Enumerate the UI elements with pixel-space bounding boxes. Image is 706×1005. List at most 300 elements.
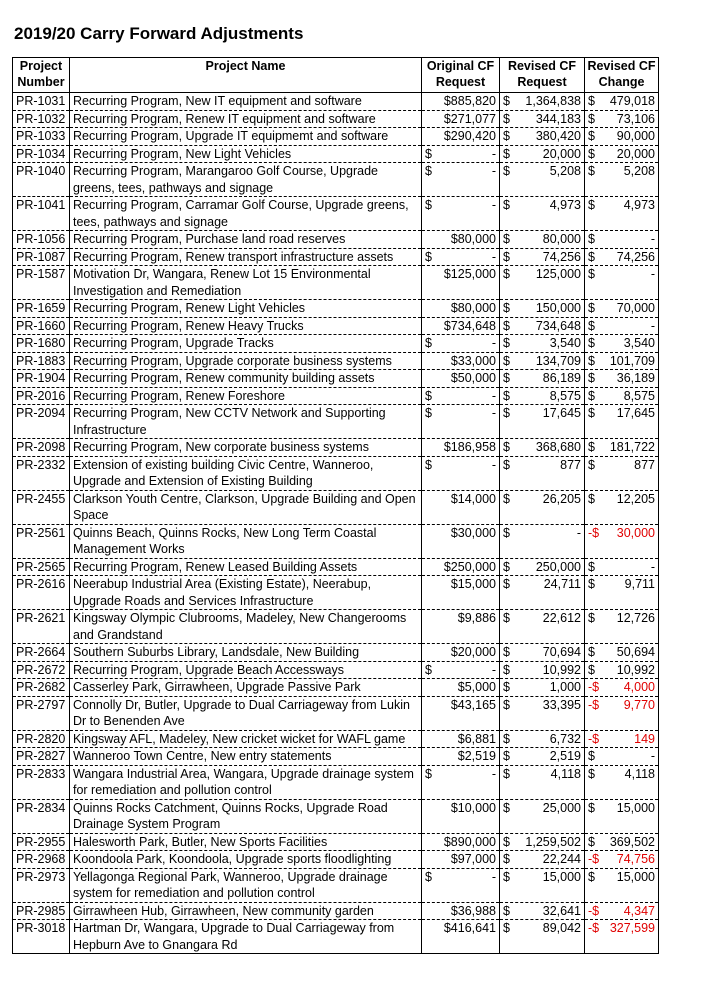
project-number-cell bbox=[13, 902, 70, 920]
project-name: Wangara Industrial Area, Wangara, Upgrade drainage system for remediation and pollution control bbox=[73, 766, 414, 797]
project-name-cell bbox=[70, 300, 422, 318]
currency-symbol: $ bbox=[588, 766, 595, 781]
currency-symbol: $ bbox=[503, 318, 510, 333]
amount: 70,000 bbox=[616, 301, 655, 315]
project-name-cell bbox=[70, 730, 422, 748]
original-cf-cell bbox=[422, 317, 500, 335]
project-number-cell bbox=[13, 93, 70, 111]
change-cell bbox=[585, 300, 659, 318]
project-number: PR-2682 bbox=[16, 680, 66, 694]
original-cf-cell-value: $97,000 bbox=[450, 852, 496, 866]
project-number: PR-1031 bbox=[16, 94, 66, 108]
amount: 3,540 bbox=[549, 336, 581, 350]
project-name: Recurring Program, Renew Heavy Trucks bbox=[73, 318, 304, 333]
amount: 4,973 bbox=[549, 198, 581, 212]
table-row bbox=[13, 163, 659, 197]
project-number-cell bbox=[13, 387, 70, 405]
currency-symbol: -$ bbox=[588, 697, 600, 712]
project-name-cell bbox=[70, 317, 422, 335]
table-row bbox=[13, 110, 659, 128]
project-name-cell bbox=[70, 163, 422, 197]
original-cf-cell-value: $80,000 bbox=[450, 301, 496, 315]
project-name-cell bbox=[70, 920, 422, 954]
table-row bbox=[13, 352, 659, 370]
amount: 12,726 bbox=[616, 611, 655, 625]
project-name: Recurring Program, New CCTV Network and Supporting Infrastructure bbox=[73, 406, 386, 437]
currency-symbol: -$ bbox=[588, 903, 600, 918]
change-cell bbox=[585, 387, 659, 405]
original-cf-cell-value: $125,000 bbox=[443, 267, 496, 281]
amount: 25,000 bbox=[542, 800, 581, 815]
project-number-cell bbox=[13, 558, 70, 576]
change-cell-value bbox=[588, 405, 655, 422]
original-cf-cell bbox=[422, 576, 500, 610]
change-cell bbox=[585, 128, 659, 146]
change-cell bbox=[585, 248, 659, 266]
revised-cf-cell-value bbox=[503, 93, 581, 110]
original-cf-cell bbox=[422, 456, 500, 490]
currency-symbol: $ bbox=[503, 301, 510, 315]
original-cf-cell-value: $734,648 bbox=[443, 318, 496, 333]
project-number-cell bbox=[13, 405, 70, 439]
amount: 15,000 bbox=[616, 869, 655, 884]
currency-symbol: $ bbox=[503, 388, 510, 403]
table-row bbox=[13, 145, 659, 163]
amount: 30,000 bbox=[616, 525, 655, 540]
change-cell-value bbox=[588, 128, 655, 145]
currency-symbol: $ bbox=[503, 559, 510, 574]
project-name: Recurring Program, Renew IT equipment and software bbox=[73, 111, 376, 126]
project-number: PR-2565 bbox=[16, 559, 66, 574]
original-cf-cell-value: $416,641 bbox=[443, 921, 496, 935]
currency-symbol: $ bbox=[425, 146, 432, 161]
change-cell-value bbox=[588, 766, 655, 783]
currency-symbol: $ bbox=[503, 749, 510, 763]
currency-symbol: -$ bbox=[588, 525, 600, 540]
original-cf-cell-value bbox=[425, 335, 496, 352]
project-name: Motivation Dr, Wangara, Renew Lot 15 Environmental Investigation and Remediation bbox=[73, 267, 371, 298]
revised-cf-cell bbox=[500, 110, 585, 128]
currency-symbol: $ bbox=[588, 645, 595, 659]
original-cf-cell-value bbox=[425, 146, 496, 163]
original-cf-cell bbox=[422, 266, 500, 300]
currency-symbol: $ bbox=[503, 680, 510, 694]
amount: 9,770 bbox=[623, 697, 655, 712]
amount: 1,364,838 bbox=[525, 94, 581, 108]
amount: - bbox=[491, 406, 496, 420]
change-cell-value bbox=[588, 146, 655, 163]
amount: 17,645 bbox=[616, 406, 655, 420]
table-row bbox=[13, 833, 659, 851]
project-number: PR-2016 bbox=[16, 388, 66, 403]
amount: - bbox=[491, 662, 496, 677]
amount: - bbox=[491, 146, 496, 161]
amount: 380,420 bbox=[535, 129, 581, 143]
revised-cf-cell-value bbox=[503, 644, 581, 661]
amount: 101,709 bbox=[609, 353, 655, 368]
amount: 327,599 bbox=[609, 921, 655, 935]
table-body bbox=[13, 93, 659, 954]
amount: 12,205 bbox=[616, 491, 655, 506]
project-number: PR-1660 bbox=[16, 318, 66, 333]
currency-symbol: $ bbox=[503, 852, 510, 866]
project-name: Southern Suburbs Library, Landsdale, New Building bbox=[73, 645, 360, 659]
project-name: Halesworth Park, Butler, New Sports Facilities bbox=[73, 834, 328, 849]
project-number-cell bbox=[13, 335, 70, 353]
amount: 250,000 bbox=[535, 559, 581, 574]
currency-symbol: $ bbox=[503, 129, 510, 143]
revised-cf-cell-value bbox=[503, 559, 581, 576]
project-number-cell bbox=[13, 128, 70, 146]
currency-symbol: $ bbox=[503, 491, 510, 506]
project-name-cell bbox=[70, 576, 422, 610]
revised-cf-cell-value bbox=[503, 903, 581, 920]
revised-cf-cell bbox=[500, 490, 585, 524]
revised-cf-cell bbox=[500, 661, 585, 679]
currency-symbol: $ bbox=[503, 198, 510, 212]
currency-symbol: $ bbox=[503, 336, 510, 350]
currency-symbol: $ bbox=[503, 921, 510, 935]
project-number-cell bbox=[13, 352, 70, 370]
revised-cf-cell-value bbox=[503, 231, 581, 248]
change-cell-value bbox=[588, 851, 655, 868]
change-cell bbox=[585, 231, 659, 249]
amount: - bbox=[491, 766, 496, 781]
table-row bbox=[13, 799, 659, 833]
change-cell-value bbox=[588, 266, 655, 283]
project-name: Recurring Program, Renew Leased Building Assets bbox=[73, 559, 358, 574]
currency-symbol: $ bbox=[588, 318, 595, 333]
original-cf-cell bbox=[422, 405, 500, 439]
original-cf-cell bbox=[422, 128, 500, 146]
header-project-name-text: Project Name bbox=[205, 59, 286, 73]
project-number-cell bbox=[13, 490, 70, 524]
revised-cf-cell-value bbox=[503, 800, 581, 817]
table-row bbox=[13, 266, 659, 300]
project-number-cell bbox=[13, 833, 70, 851]
project-name-cell bbox=[70, 335, 422, 353]
currency-symbol: $ bbox=[503, 94, 510, 108]
change-cell bbox=[585, 851, 659, 869]
project-name-cell bbox=[70, 352, 422, 370]
project-name-cell bbox=[70, 266, 422, 300]
change-cell-value bbox=[588, 800, 655, 817]
revised-cf-cell-value bbox=[503, 318, 581, 335]
project-name-cell bbox=[70, 370, 422, 388]
original-cf-cell bbox=[422, 110, 500, 128]
original-cf-cell bbox=[422, 902, 500, 920]
table-row bbox=[13, 765, 659, 799]
project-name: Wanneroo Town Centre, New entry statements bbox=[73, 749, 332, 763]
table-row bbox=[13, 661, 659, 679]
revised-cf-cell bbox=[500, 730, 585, 748]
project-number-cell bbox=[13, 110, 70, 128]
original-cf-cell-value bbox=[425, 163, 496, 180]
project-number: PR-2098 bbox=[16, 440, 66, 454]
revised-cf-cell bbox=[500, 387, 585, 405]
revised-cf-cell bbox=[500, 439, 585, 457]
change-cell bbox=[585, 661, 659, 679]
table-row bbox=[13, 439, 659, 457]
amount: 26,205 bbox=[542, 491, 581, 506]
revised-cf-cell-value bbox=[503, 731, 581, 748]
table-row bbox=[13, 490, 659, 524]
project-number: PR-2834 bbox=[16, 800, 66, 815]
revised-cf-cell-value bbox=[503, 851, 581, 868]
currency-symbol: $ bbox=[425, 336, 432, 350]
currency-symbol: $ bbox=[503, 697, 510, 712]
project-name-cell bbox=[70, 765, 422, 799]
amount: 4,347 bbox=[623, 903, 655, 918]
change-cell bbox=[585, 439, 659, 457]
change-cell-value bbox=[588, 491, 655, 508]
amount: 86,189 bbox=[542, 371, 581, 385]
currency-symbol: $ bbox=[588, 198, 595, 212]
project-name: Recurring Program, Purchase land road reserves bbox=[73, 232, 346, 246]
amount: - bbox=[576, 525, 581, 540]
project-number-cell bbox=[13, 163, 70, 197]
project-number-cell bbox=[13, 266, 70, 300]
amount: 8,575 bbox=[549, 388, 581, 403]
table-row bbox=[13, 128, 659, 146]
project-number-cell bbox=[13, 920, 70, 954]
revised-cf-cell-value bbox=[503, 576, 581, 593]
table-row bbox=[13, 730, 659, 748]
project-name: Kingsway AFL, Madeley, New cricket wicket for WAFL game bbox=[73, 731, 406, 746]
project-name-cell bbox=[70, 387, 422, 405]
project-number: PR-2985 bbox=[16, 903, 66, 918]
change-cell-value bbox=[588, 197, 655, 214]
original-cf-cell-value: $15,000 bbox=[450, 577, 496, 591]
project-name: Recurring Program, Upgrade Tracks bbox=[73, 336, 274, 350]
amount: 1,259,502 bbox=[525, 834, 581, 849]
project-name-cell bbox=[70, 128, 422, 146]
revised-cf-cell bbox=[500, 163, 585, 197]
currency-symbol: $ bbox=[503, 611, 510, 625]
original-cf-cell bbox=[422, 352, 500, 370]
original-cf-cell bbox=[422, 696, 500, 730]
change-cell-value bbox=[588, 834, 655, 851]
currency-symbol: $ bbox=[503, 371, 510, 385]
project-name: Clarkson Youth Centre, Clarkson, Upgrade Building and Open Space bbox=[73, 491, 416, 522]
project-name: Recurring Program, Renew Foreshore bbox=[73, 388, 285, 403]
revised-cf-cell-value bbox=[503, 491, 581, 508]
project-number: PR-1883 bbox=[16, 353, 66, 368]
table-header-row bbox=[13, 58, 659, 93]
revised-cf-cell-value bbox=[503, 197, 581, 214]
currency-symbol: $ bbox=[425, 249, 432, 264]
currency-symbol: $ bbox=[588, 94, 595, 108]
currency-symbol: $ bbox=[503, 353, 510, 368]
project-name: Recurring Program, Upgrade IT equipmemt and software bbox=[73, 129, 389, 143]
project-number: PR-2616 bbox=[16, 577, 66, 591]
project-number: PR-2797 bbox=[16, 697, 66, 712]
revised-cf-cell bbox=[500, 335, 585, 353]
project-name: Recurring Program, Renew Light Vehicles bbox=[73, 301, 306, 315]
table-row bbox=[13, 370, 659, 388]
currency-symbol: -$ bbox=[588, 680, 600, 694]
project-name: Kingsway Olympic Clubrooms, Madeley, New Changerooms and Grandstand bbox=[73, 611, 407, 642]
change-cell-value bbox=[588, 249, 655, 266]
change-cell bbox=[585, 317, 659, 335]
currency-symbol: $ bbox=[503, 267, 510, 281]
original-cf-cell bbox=[422, 439, 500, 457]
amount: 134,709 bbox=[535, 353, 581, 368]
currency-symbol: $ bbox=[425, 662, 432, 677]
currency-symbol: $ bbox=[588, 232, 595, 246]
currency-symbol: $ bbox=[425, 457, 432, 472]
project-name-cell bbox=[70, 248, 422, 266]
revised-cf-cell bbox=[500, 145, 585, 163]
project-name: Recurring Program, New corporate business systems bbox=[73, 440, 369, 454]
currency-symbol: $ bbox=[588, 577, 595, 591]
project-number: PR-2672 bbox=[16, 662, 66, 677]
amount: 734,648 bbox=[535, 318, 581, 333]
original-cf-cell-value: $5,000 bbox=[457, 680, 496, 694]
amount: 10,992 bbox=[542, 662, 581, 677]
revised-cf-cell bbox=[500, 352, 585, 370]
change-cell bbox=[585, 576, 659, 610]
amount: - bbox=[650, 318, 655, 333]
currency-symbol: $ bbox=[588, 491, 595, 506]
currency-symbol: $ bbox=[503, 903, 510, 918]
original-cf-cell-value: $290,420 bbox=[443, 129, 496, 143]
project-number: PR-1904 bbox=[16, 371, 66, 385]
change-cell bbox=[585, 370, 659, 388]
currency-symbol: $ bbox=[503, 645, 510, 659]
amount: 20,000 bbox=[616, 146, 655, 161]
change-cell-value bbox=[588, 353, 655, 370]
original-cf-cell-value bbox=[425, 662, 496, 679]
currency-symbol: $ bbox=[503, 232, 510, 246]
project-number: PR-1087 bbox=[16, 249, 66, 264]
currency-symbol: -$ bbox=[588, 731, 600, 746]
change-cell bbox=[585, 644, 659, 662]
revised-cf-cell bbox=[500, 524, 585, 558]
table-row bbox=[13, 387, 659, 405]
project-number: PR-2332 bbox=[16, 457, 66, 472]
amount: 15,000 bbox=[542, 869, 581, 884]
currency-symbol: $ bbox=[503, 800, 510, 815]
original-cf-cell-value: $20,000 bbox=[450, 645, 496, 659]
original-cf-cell bbox=[422, 920, 500, 954]
original-cf-cell-value bbox=[425, 197, 496, 214]
change-cell bbox=[585, 93, 659, 111]
project-name: Quinns Rocks Catchment, Quinns Rocks, Upgrade Road Drainage System Program bbox=[73, 800, 388, 831]
project-name-cell bbox=[70, 405, 422, 439]
amount: 877 bbox=[560, 457, 581, 472]
change-cell-value bbox=[588, 93, 655, 110]
amount: 149 bbox=[634, 731, 655, 746]
original-cf-cell bbox=[422, 300, 500, 318]
currency-symbol: $ bbox=[588, 111, 595, 126]
revised-cf-cell bbox=[500, 405, 585, 439]
original-cf-cell-value: $271,077 bbox=[443, 111, 496, 126]
revised-cf-cell bbox=[500, 300, 585, 318]
currency-symbol: $ bbox=[503, 457, 510, 472]
project-name-cell bbox=[70, 490, 422, 524]
amount: - bbox=[491, 198, 496, 212]
amount: - bbox=[491, 388, 496, 403]
amount: 10,992 bbox=[616, 662, 655, 677]
amount: - bbox=[650, 749, 655, 763]
project-number: PR-2094 bbox=[16, 406, 66, 420]
header-original-line2: Request bbox=[435, 75, 486, 89]
amount: - bbox=[650, 267, 655, 281]
project-number: PR-1587 bbox=[16, 267, 66, 281]
project-number-cell bbox=[13, 317, 70, 335]
original-cf-cell bbox=[422, 335, 500, 353]
currency-symbol: $ bbox=[425, 198, 432, 212]
currency-symbol: $ bbox=[588, 129, 595, 143]
original-cf-cell-value: $14,000 bbox=[450, 491, 496, 506]
amount: 479,018 bbox=[609, 94, 655, 108]
project-name-cell bbox=[70, 902, 422, 920]
project-name: Recurring Program, Upgrade corporate business systems bbox=[73, 353, 392, 368]
revised-cf-cell-value bbox=[503, 353, 581, 370]
project-number: PR-1659 bbox=[16, 301, 66, 315]
project-name-cell bbox=[70, 851, 422, 869]
header-original-line1: Original CF bbox=[426, 59, 495, 73]
header-project-name bbox=[70, 58, 422, 93]
revised-cf-cell bbox=[500, 558, 585, 576]
revised-cf-cell bbox=[500, 610, 585, 644]
header-change-line1: Revised CF bbox=[587, 59, 656, 73]
original-cf-cell bbox=[422, 490, 500, 524]
original-cf-cell bbox=[422, 644, 500, 662]
change-cell-value bbox=[588, 576, 655, 593]
revised-cf-cell-value bbox=[503, 370, 581, 387]
original-cf-cell-value bbox=[425, 869, 496, 886]
revised-cf-cell-value bbox=[503, 748, 581, 765]
project-name-cell bbox=[70, 661, 422, 679]
change-cell bbox=[585, 110, 659, 128]
currency-symbol: $ bbox=[503, 834, 510, 849]
amount: 4,973 bbox=[623, 198, 655, 212]
amount: 70,694 bbox=[542, 645, 581, 659]
original-cf-cell bbox=[422, 833, 500, 851]
original-cf-cell bbox=[422, 661, 500, 679]
revised-cf-cell bbox=[500, 576, 585, 610]
change-cell bbox=[585, 524, 659, 558]
change-cell bbox=[585, 197, 659, 231]
currency-symbol: $ bbox=[503, 766, 510, 781]
revised-cf-cell bbox=[500, 456, 585, 490]
change-cell-value bbox=[588, 111, 655, 128]
currency-symbol: $ bbox=[425, 869, 432, 884]
amount: 74,756 bbox=[616, 852, 655, 866]
amount: 6,732 bbox=[549, 731, 581, 746]
change-cell-value bbox=[588, 903, 655, 920]
table-row bbox=[13, 851, 659, 869]
currency-symbol: $ bbox=[588, 869, 595, 884]
revised-cf-cell-value bbox=[503, 869, 581, 886]
amount: - bbox=[650, 232, 655, 246]
change-cell-value bbox=[588, 697, 655, 714]
project-number-cell bbox=[13, 644, 70, 662]
change-cell-value bbox=[588, 525, 655, 542]
amount: - bbox=[491, 249, 496, 264]
change-cell bbox=[585, 490, 659, 524]
project-name-cell bbox=[70, 456, 422, 490]
table-row bbox=[13, 920, 659, 954]
revised-cf-cell-value bbox=[503, 766, 581, 783]
revised-cf-cell-value bbox=[503, 920, 581, 937]
original-cf-cell bbox=[422, 93, 500, 111]
project-number-cell bbox=[13, 661, 70, 679]
currency-symbol: $ bbox=[588, 371, 595, 385]
amount: 50,694 bbox=[616, 645, 655, 659]
